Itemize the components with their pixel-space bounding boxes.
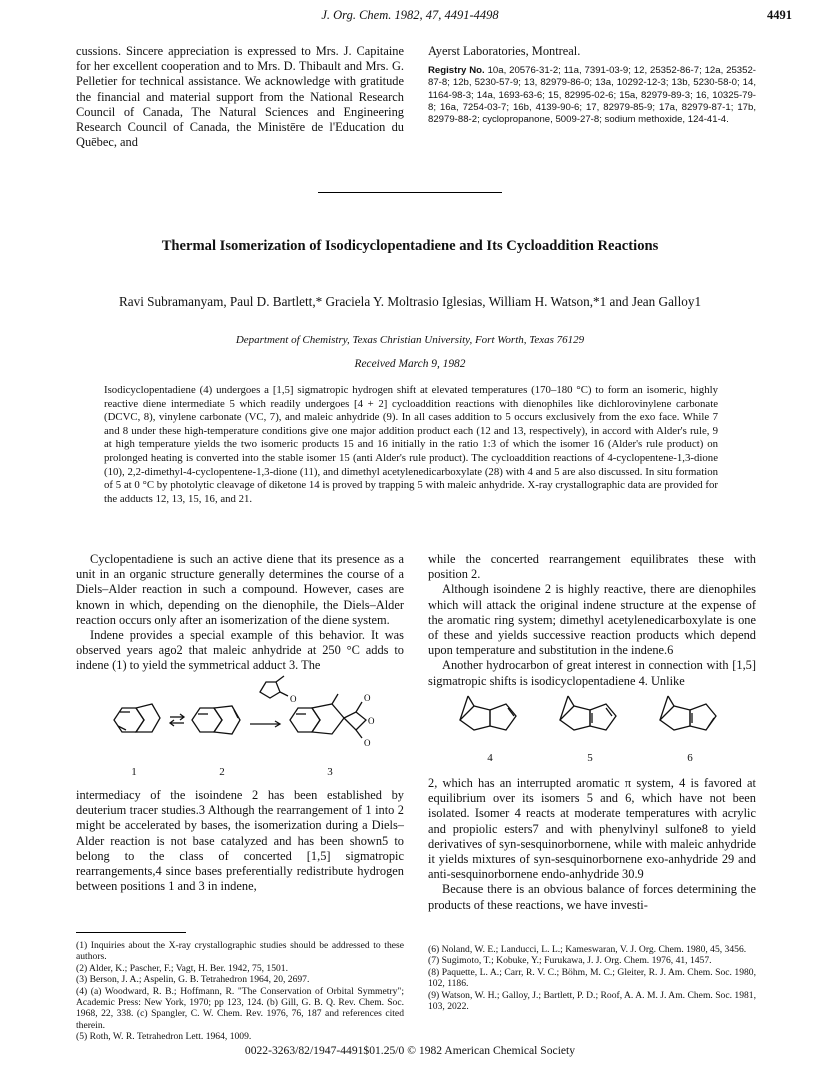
body-left-top bbox=[76, 552, 404, 674]
body-paragraph: intermediacy of the isoindene 2 has been established by deuterium tracer studies.3 Although the rearrangement of 1 into 2 might be accelerated by bases, the isomerization during a Diels–Alder reaction is not base catalyzed and has been shown5 to belong to the class of concerted [1,5] sigmatropic rearrangements,4 since bases preferentially redistribute hydrogen between positions 1 and 3 in indene, bbox=[76, 788, 404, 894]
compound-label-6: 6 bbox=[687, 752, 693, 764]
footnote: (2) Alder, K.; Pascher, F.; Vagt, H. Ber. 1942, 75, 1501. bbox=[76, 962, 288, 974]
carbonyl-o-label: O bbox=[290, 694, 297, 704]
compound-label-1: 1 bbox=[131, 766, 137, 778]
registry-numbers bbox=[428, 65, 756, 126]
footnote: (5) Roth, W. R. Tetrahedron Lett. 1964, 1009. bbox=[76, 1031, 252, 1043]
affiliation: Department of Chemistry, Texas Christian University, Fort Worth, Texas 76129 bbox=[235, 334, 585, 346]
footnote: (3) Berson, J. A.; Aspelin, G. B. Tetrahedron 1964, 20, 2697. bbox=[76, 974, 310, 986]
body-paragraph: Cyclopentadiene is such an active diene that its presence as a unit in an organic structure generally determines the course of a Diels–Alder reaction in such a compound. However, cases are known in which, depending on the dienophile, the Diels–Alder reaction occurs only after an isomerization of the diene system. bbox=[76, 552, 404, 627]
body-left-bottom bbox=[76, 788, 404, 894]
registry-label: Registry No. bbox=[428, 65, 485, 77]
footnotes-left bbox=[76, 940, 404, 1043]
previous-article-right bbox=[428, 44, 756, 126]
footnote: (1) Inquiries about the X-ray crystallographic studies should be addressed to these authors. bbox=[76, 940, 404, 963]
footnote: (4) (a) Woodward, R. B.; Hoffmann, R. "The Conservation of Orbital Symmetry"; Academic Press: New York, 1970; pp 123, 124. (b) Gill, G. B. Q. Rev. Chem. Soc. 1968, 22, 338. (c) Spangler, C. W. Chem. Rev. 1976, 76, 187 and references cited therein. bbox=[76, 985, 404, 1031]
body-paragraph: Because there is an obvious balance of forces determining the products of these reactions, we have investi- bbox=[428, 882, 756, 912]
body-paragraph: while the concerted rearrangement equilibrates these with position 2. bbox=[428, 552, 756, 582]
svg-text:O: O bbox=[364, 738, 371, 748]
body-right-top bbox=[428, 552, 756, 689]
article-title: Thermal Isomerization of Isodicyclopentadiene and Its Cycloaddition Reactions bbox=[161, 238, 659, 254]
compound-label-3: 3 bbox=[327, 766, 333, 778]
footnote: (7) Sugimoto, T.; Kobuke, Y.; Furukawa, J. J. Org. Chem. 1976, 41, 1457. bbox=[428, 955, 712, 967]
body-paragraph: Indene provides a special example of this behavior. It was observed years ago2 that maleic anhydride at 250 °C adds to indene (1) to yield the symmetrical adduct 3. The bbox=[76, 628, 404, 673]
received-date: Received March 9, 1982 bbox=[354, 358, 466, 370]
abstract: Isodicyclopentadiene (4) undergoes a [1,5] sigmatropic hydrogen shift at elevated temperatures (170–180 °C) to form an isomeric, highly reactive diene intermediate 5 which readily undergoes [4 + 2] cycloaddition reactions with dienophiles like dichlorovinylene carbonate (DCVC, 8), vinylene carbonate (VC, 7), and maleic anhydride (9). In all cases addition to 5 occurs exclusively from the exo face. While 7 and 8 under these high-temperature conditions give one major addition product each (12 and 13, respectively), in accord with Alder's rule, 9 at high temperature yields the two isomeric products 15 and 16 initially in the ratio 1:3 of which the isomer 16 (Alder's rule product) on prolonged heating is converted into the stable isomer 15 (anti Alder's rule product). The cycloaddition reactions of 4-cyclopentene-1,3-dione (10), 2,2-dimethyl-4-cyclopentene-1,3-dione (11), and dimethyl acetylenedicarboxylate (28) with 4 and 5 are also discussed. In situ formation of 5 at 0 °C by photolytic cleavage of diketone 14 is proved by trapping 5 with maleic anhydride. X-ray crystallographic data are provided for the adducts 12, 13, 15, 16, and 21. bbox=[104, 384, 718, 505]
indene-scheme bbox=[100, 672, 390, 776]
compound-label-4: 4 bbox=[487, 752, 493, 764]
footnote-rule bbox=[76, 932, 186, 933]
svg-text:O: O bbox=[368, 716, 375, 726]
compound-label-5: 5 bbox=[587, 752, 593, 764]
previous-article-acknowledgment bbox=[76, 44, 404, 150]
isodicyclopentadiene-isomers bbox=[450, 684, 740, 744]
body-right-bottom bbox=[428, 776, 756, 913]
compound-label-2: 2 bbox=[219, 766, 225, 778]
footnote: (8) Paquette, L. A.; Carr, R. V. C.; Böhm, M. C.; Gleiter, R. J. Am. Chem. Soc. 1980, 102, 1186. bbox=[428, 966, 756, 990]
body-paragraph: Although isoindene 2 is highly reactive, there are dienophiles which will attack the original indene structure at the expense of the aromatic ring system; dimethyl acetylenedicarboxylate is one of these and yields successive reaction products which depend upon temperature and substitution in the indene.6 bbox=[428, 582, 756, 658]
ack-continued: Ayerst Laboratories, Montreal. bbox=[428, 44, 581, 58]
page-number: 4491 bbox=[767, 8, 792, 22]
footnote: (6) Noland, W. E.; Landucci, L. L.; Kameswaran, V. J. Org. Chem. 1980, 45, 3456. bbox=[428, 944, 747, 955]
author-list: Ravi Subramanyam, Paul D. Bartlett,* Graciela Y. Moltrasio Iglesias, William H. Watson,*1 and Jean Galloy1 bbox=[118, 294, 702, 309]
body-paragraph: Another hydrocarbon of great interest in connection with [1,5] sigmatropic shifts is isodicyclopentadiene 4. Unlike bbox=[428, 658, 756, 688]
copyright-line: 0022-3263/82/1947-4491$01.25/0 © 1982 American Chemical Society bbox=[244, 1044, 576, 1057]
running-head: J. Org. Chem. 1982, 47, 4491-4498 bbox=[321, 8, 499, 22]
registry-text: 10a, 20576-31-2; 11a, 7391-03-9; 12, 25352-86-7; 12a, 25352-87-8; 12b, 5230-57-9; 13, 82979-86-0; 13a, 10292-12-3; 13b, 5230-58-0; 14, 1164-98-3; 14a, 1693-63-6; 15, 82995-02-6; 15a, 82979-89-3; 16, 10325-79-8; 16a, 7254-03-7; 16b, 4139-90-6; 17, 82979-85-9; 17a, 82979-87-1; 17b, 82979-88-2; cyclopropanone, 5009-27-8; sodium methoxide, 124-41-4. bbox=[428, 65, 756, 126]
footnote: (9) Watson, W. H.; Galloy, J.; Bartlett, P. D.; Roof, A. A. M. J. Am. Chem. Soc. 1981, 103, 2022. bbox=[428, 989, 756, 1013]
section-divider bbox=[318, 192, 502, 193]
footnotes-right bbox=[428, 944, 756, 1012]
ack-paragraph: cussions. Sincere appreciation is expressed to Mrs. J. Capitaine for her excellent cooperation and to Mrs. D. Thibault and Mrs. G. Pelletier for technical assistance. We acknowledge with gratitude the financial and material support from the National Research Council of Canada, The Natural Sciences and Engineering Research Council of Canada, the Ministēre de l'Education du Quēbec, and bbox=[76, 44, 404, 150]
svg-text:O: O bbox=[364, 693, 371, 703]
body-paragraph: 2, which has an interrupted aromatic π system, 4 is favored at equilibrium over its isomers 5 and 6, which have not been isolated. Isomer 4 reacts at moderate temperatures with acrylic and propiolic esters7 and with phenylvinyl sulfone8 to yield derivatives of syn-sesquinorbornene, while with maleic anhydride it yields mixtures of syn-sesquinorbornene exo-anhydride 29 and anti-sesquinorbornene endo-anhydride 30.9 bbox=[428, 776, 756, 882]
